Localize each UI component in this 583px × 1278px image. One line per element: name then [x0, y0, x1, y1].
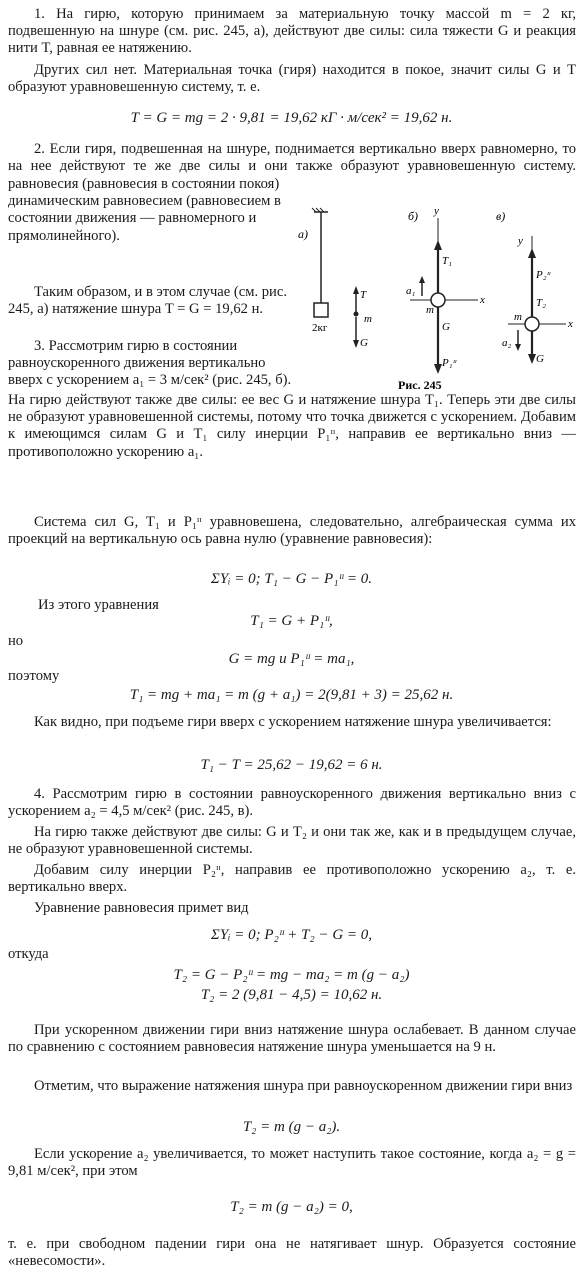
paragraph-16: откуда [8, 946, 49, 962]
equation-6: T₁ − T = 25,62 − 19,62 = 6 н. [200, 757, 383, 773]
paragraph-5: 3. Рассмотрим гирю в состоянии равноускоренного движения вертикально вверх с ускорением a₁ = 3 м/сек² (рис. 245, б). [8, 338, 292, 389]
arrow-head [515, 344, 521, 351]
equation-11: T₂ = m (g − a₂) = 0, [230, 1199, 353, 1215]
label-a2: a₂ [502, 337, 512, 349]
paragraph-11: Как видно, при подъеме гири вверх с ускорением натяжение шнура увеличивается: [34, 714, 552, 730]
figure-label-a: а) [298, 227, 308, 241]
paragraph-10: поэтому [8, 668, 60, 684]
paragraph-8: Из этого уравнения [38, 597, 159, 613]
paragraph-7: Система сил G, T₁ и P₁ᶦᶦ уравновешена, следовательно, алгебраическая сумма их проекций на вертикальную ось равна нулю (уравнение равновесия): [8, 514, 576, 548]
label-G-c: G [536, 353, 544, 365]
label-a1: a₁ [406, 285, 416, 297]
paragraph-13: На гирю также действуют две силы: G и T₂ и они так же, как и в предыдущем случае, не образуют уравновешенной системы. [8, 824, 576, 858]
equation-5: T₁ = mg + ma₁ = m (g + a₁) = 2(9,81 + 3) = 25,62 н. [129, 687, 454, 703]
paragraph-12: 4. Рассмотрим гирю в состоянии равноускоренного движения вертикально вниз с ускорением a₂ = 4,5 м/сек² (рис. 245, в). [8, 786, 576, 820]
arrow-head [434, 364, 442, 374]
paragraph-20: т. е. при свободном падении гири она не натягивает шнур. Образуется состояние «невесомости». [8, 1236, 576, 1270]
label-x-c: x [568, 318, 573, 330]
figure-245 [288, 206, 580, 392]
label-m: m [364, 313, 372, 325]
mass-label: 2кг [312, 322, 328, 334]
label-m-c: m [514, 311, 522, 323]
arrow-head [434, 240, 442, 250]
paragraph-17: При ускоренном движении гири вниз натяжение шнура ослабевает. В данном случае по сравнению с состоянием равновесия натяжение шнура уменьшается на 9 н. [8, 1022, 576, 1056]
equation-8: T₂ = G − P₂ᶦᶦ = mg − ma₂ = m (g − a₂) [173, 967, 410, 983]
label-P1: P₁ᶦᶦ [442, 357, 457, 369]
label-y-c: y [518, 235, 523, 247]
figure-label-b: б) [408, 209, 419, 223]
arrow-head [353, 340, 359, 348]
paragraph-3: 2. Если гиря, подвешенная на шнуре, поднимается вертикально вверх равномерно, то на нее действуют те же две силы и они также образуют уравновешенную систему. [8, 141, 576, 175]
label-y-b: y [434, 206, 439, 217]
arrow-head [528, 248, 536, 258]
equation-4: G = mg и P₁ᶦᶦ = ma₁, [228, 651, 355, 667]
figure-caption: Рис. 245 [398, 378, 442, 392]
label-T: T [360, 289, 367, 301]
equation-7: ΣYᵢ = 0; P₂ᶦᶦ + T₂ − G = 0, [210, 927, 373, 943]
paragraph-19: Если ускорение a₂ увеличивается, то может наступить такое состояние, когда a₂ = g = 9,81 м/сек², при этом [8, 1146, 576, 1180]
arrow-head [419, 276, 425, 283]
arrow-head [353, 286, 359, 294]
label-T1: T₁ [442, 255, 452, 267]
paragraph-1: 1. На гирю, которую принимаем за материальную точку массой m = 2 кг, подвешенную на шнуре (см. рис. 245, а), действуют две силы: сила тяжести G и реакция нити T, равная ее натяжению. [8, 6, 576, 57]
point-m-c [525, 317, 539, 331]
label-G-b: G [442, 321, 450, 333]
paragraph-3-top [8, 141, 576, 175]
equation-2: ΣYᵢ = 0; T₁ − G − P₁ᶦᶦ = 0. [210, 571, 373, 587]
paragraph-4: Таким образом, и в этом случае (см. рис. 245, а) натяжение шнура T = G = 19,62 н. [8, 284, 287, 318]
paragraph-3-cont: равновесия (равновесия в состоянии покоя) динамическим равновесием (равновесием в состоянии движения — равномерного и прямолинейного). [8, 176, 281, 244]
label-P2: P₂ᶦᶦ [536, 269, 551, 281]
paragraph-9: но [8, 633, 24, 649]
point-m [354, 312, 359, 317]
equation-1: T = G = mg = 2 · 9,81 = 19,62 кГ · м/сек² = 19,62 н. [130, 110, 453, 126]
equation-3: T₁ = G + P₁ᶦᶦ, [250, 613, 333, 629]
label-m-b: m [426, 304, 434, 316]
label-G: G [360, 337, 368, 349]
weight [314, 303, 328, 317]
paragraph-15: Уравнение равновесия примет вид [34, 900, 249, 916]
label-x-b: x [480, 294, 485, 306]
figure-label-c: в) [496, 209, 506, 223]
arrow-head [528, 354, 536, 364]
equation-9: T₂ = 2 (9,81 − 4,5) = 10,62 н. [200, 987, 383, 1003]
paragraph-6: На гирю действуют также две силы: ее вес G и натяжение шнура T₁. Теперь эти две силы не образуют уравновешенной системы, потому что точка движется с ускорением. Добавим к имеющимся силам G и T₁ силу инерции P₁ᶦᶦ, направив ее вертикально вниз — противоположно ускорению a₁. [8, 392, 576, 460]
equation-10: T₂ = m (g − a₂). [242, 1119, 341, 1135]
paragraph-14: Добавим силу инерции P₂ᶦᶦ, направив ее противоположно ускорению a₂, т. е. вертикально вверх. [8, 862, 576, 896]
paragraph-18: Отметим, что выражение натяжения шнура при равноускоренном движении гири вниз [34, 1078, 573, 1094]
label-T2: T₂ [536, 297, 546, 309]
paragraph-2: Других сил нет. Материальная точка (гиря) находится в покое, значит силы G и T образуют уравновешенную систему, т. е. [8, 62, 576, 96]
